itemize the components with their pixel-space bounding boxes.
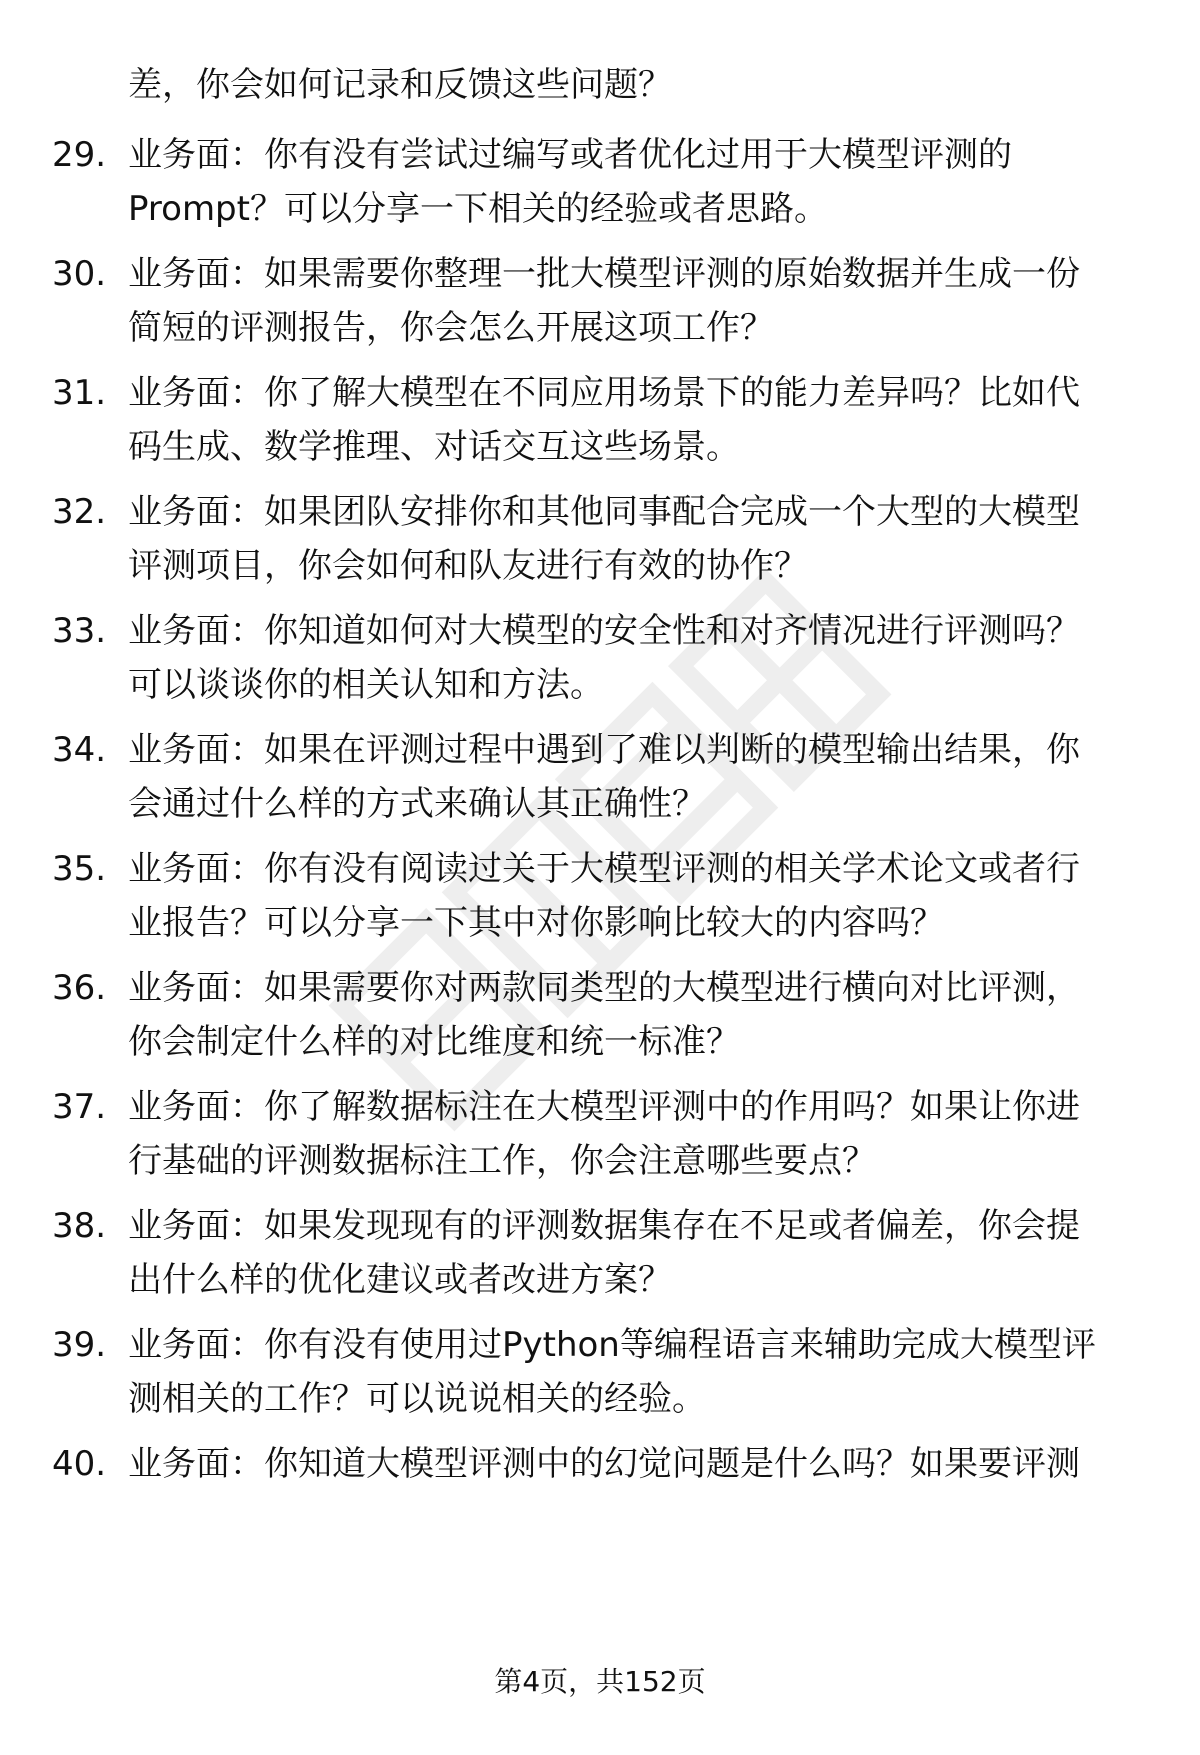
question-line: 业务面：如果团队安排你和其他同事配合完成一个大型的大模型 (128, 492, 1080, 532)
question-text (128, 1318, 1148, 1426)
question-text (128, 842, 1148, 950)
question-item (0, 604, 1200, 714)
question-text (128, 723, 1148, 831)
question-text (128, 1437, 1148, 1491)
question-line: 业务面：如果在评测过程中遇到了难以判断的模型输出结果，你 (128, 730, 1080, 770)
question-number: 34. (52, 730, 107, 770)
question-number: 31. (52, 373, 107, 413)
question-line: 业务面：你有没有使用过Python等编程语言来辅助完成大模型评 (128, 1325, 1096, 1365)
question-line: 评测项目，你会如何和队友进行有效的协作？ (128, 546, 808, 586)
question-number: 30. (52, 254, 107, 294)
question-line: 行基础的评测数据标注工作，你会注意哪些要点？ (128, 1141, 876, 1181)
question-item (0, 366, 1200, 476)
question-line: 出什么样的优化建议或者改进方案？ (128, 1260, 672, 1300)
question-item (0, 485, 1200, 595)
question-text (128, 1080, 1148, 1188)
question-number: 37. (52, 1087, 107, 1127)
question-text (128, 485, 1148, 593)
question-text (128, 366, 1148, 474)
continuation-line: 差，你会如何记录和反馈这些问题？ (128, 65, 672, 105)
question-number: 39. (52, 1325, 107, 1365)
question-line: 业务面：你了解大模型在不同应用场景下的能力差异吗？比如代 (128, 373, 1080, 413)
question-number: 29. (52, 135, 107, 175)
question-line: 测相关的工作？可以说说相关的经验。 (128, 1379, 706, 1419)
question-number: 38. (52, 1206, 107, 1246)
question-line: 业务面：如果需要你对两款同类型的大模型进行横向对比评测， (128, 968, 1080, 1008)
question-text (128, 247, 1148, 355)
question-line: 业务面：你有没有阅读过关于大模型评测的相关学术论文或者行 (128, 849, 1080, 889)
question-number: 36. (52, 968, 107, 1008)
question-number: 35. (52, 849, 107, 889)
question-text (128, 128, 1148, 236)
question-line: 业报告？可以分享一下其中对你影响比较大的内容吗？ (128, 903, 944, 943)
question-text (128, 1199, 1148, 1307)
question-line: 码生成、数学推理、对话交互这些场景。 (128, 427, 740, 467)
question-item (0, 1199, 1200, 1309)
question-item (0, 128, 1200, 238)
question-line: 业务面：如果需要你整理一批大模型评测的原始数据并生成一份 (128, 254, 1080, 294)
question-line: 业务面：如果发现现有的评测数据集存在不足或者偏差，你会提 (128, 1206, 1080, 1246)
question-line: 你会制定什么样的对比维度和统一标准？ (128, 1022, 740, 1062)
question-item (0, 1437, 1200, 1547)
page-footer: 第4页，共152页 (494, 1665, 706, 1698)
question-line: Prompt？可以分享一下相关的经验或者思路。 (128, 189, 828, 229)
question-item (0, 842, 1200, 952)
question-line: 业务面：你知道大模型评测中的幻觉问题是什么吗？如果要评测 (128, 1444, 1080, 1484)
question-line: 业务面：你知道如何对大模型的安全性和对齐情况进行评测吗？ (128, 611, 1080, 651)
question-item (0, 1318, 1200, 1428)
question-text (128, 604, 1148, 712)
question-item (0, 961, 1200, 1071)
question-text (128, 961, 1148, 1069)
question-line: 简短的评测报告，你会怎么开展这项工作？ (128, 308, 774, 348)
question-number: 33. (52, 611, 107, 651)
question-item (0, 247, 1200, 357)
question-line: 业务面：你有没有尝试过编写或者优化过用于大模型评测的 (128, 135, 1012, 175)
question-item (0, 723, 1200, 833)
question-line: 业务面：你了解数据标注在大模型评测中的作用吗？如果让你进 (128, 1087, 1080, 1127)
question-number: 32. (52, 492, 107, 532)
question-number: 40. (52, 1444, 107, 1484)
question-line: 可以谈谈你的相关认知和方法。 (128, 665, 604, 705)
question-item (0, 1080, 1200, 1190)
question-line: 会通过什么样的方式来确认其正确性？ (128, 784, 706, 824)
